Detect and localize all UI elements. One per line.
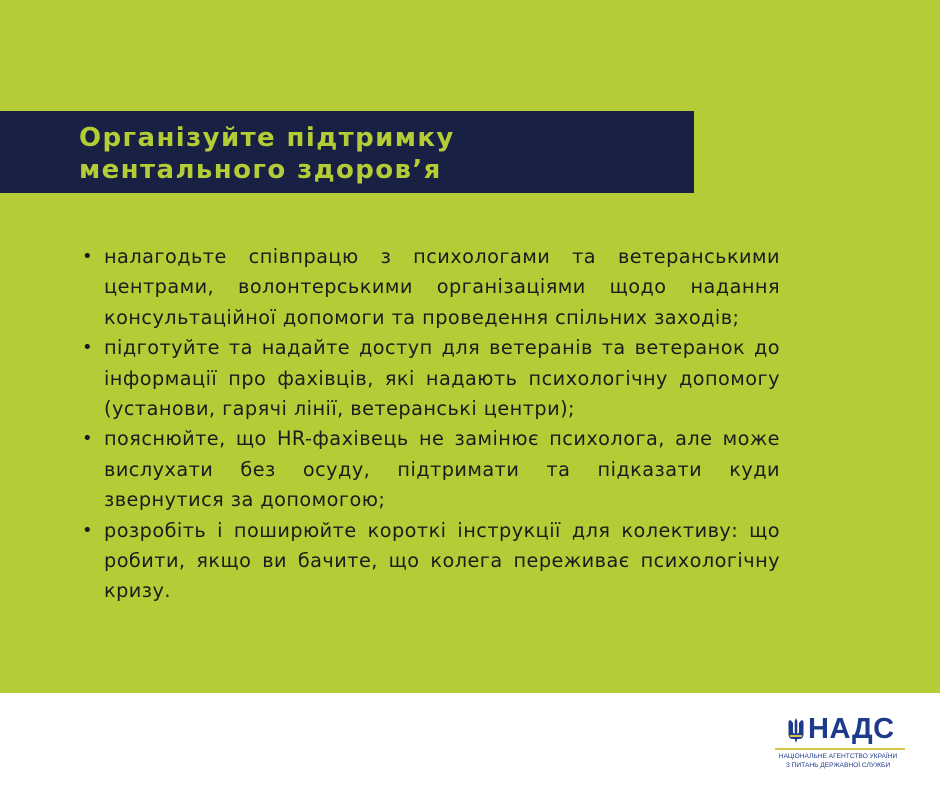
logo-subtitle-line-1: НАЦІОНАЛЬНЕ АГЕНТСТВО УКРАЇНИ bbox=[778, 753, 898, 760]
logo-subtitle-line-2: З ПИТАНЬ ДЕРЖАВНОЇ СЛУЖБИ bbox=[785, 762, 891, 769]
title-banner bbox=[0, 111, 694, 193]
bullet-item: • налагодьте співпрацю з психологами та ветеранськими центрами, волонтерськими організаціями щодо надання консультаційної допомоги та проведення спільних заходів; bbox=[82, 242, 780, 333]
bullet-item: • розробіть і поширюйте короткі інструкції для колективу: що робити, якщо ви бачите, що колега переживає психологічну кризу. bbox=[82, 516, 780, 607]
title-line-2: ментального здоров’я bbox=[79, 155, 442, 185]
logo-divider bbox=[775, 748, 905, 750]
logo-wordmark: НАДС bbox=[808, 713, 895, 745]
bullet-list bbox=[82, 242, 780, 607]
bullet-item: • підготуйте та надайте доступ для ветеранів та ветеранок до інформації про фахівців, які надають психологічну допомогу (установи, гарячі лінії, ветеранські центри); bbox=[82, 333, 780, 424]
trident-icon bbox=[787, 717, 805, 744]
bullet-item: • пояснюйте, що HR-фахівець не замінює психолога, але може вислухати без осуду, підтримати та підказати куди звернутися за допомогою; bbox=[82, 424, 780, 515]
nads-logo bbox=[778, 713, 905, 774]
title-line-1: Організуйте підтримку bbox=[79, 123, 455, 153]
